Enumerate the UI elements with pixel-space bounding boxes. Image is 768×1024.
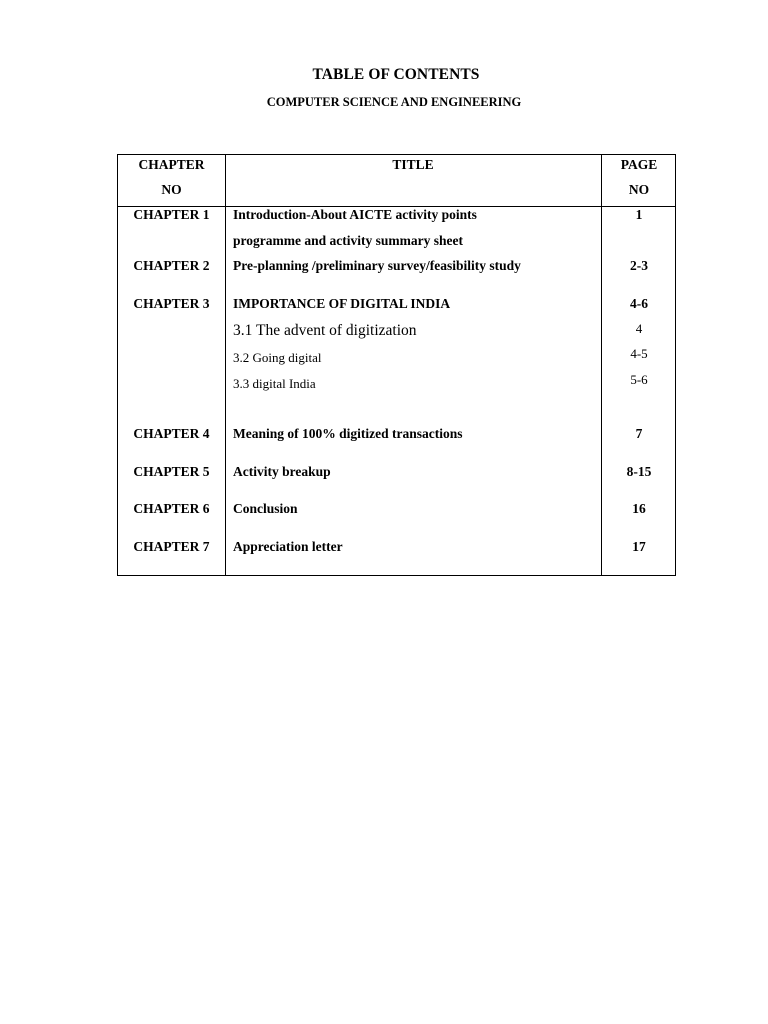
chapter-5-title: Activity breakup (233, 464, 331, 479)
header-page-line1: PAGE (620, 157, 658, 172)
section-3-1-page: 4 (635, 321, 643, 336)
document-title: TABLE OF CONTENTS (312, 66, 480, 83)
column-divider-1 (225, 155, 226, 575)
chapter-1-number: CHAPTER 1 (133, 207, 210, 222)
chapter-7-title: Appreciation letter (233, 539, 343, 554)
chapter-3-title: IMPORTANCE OF DIGITAL INDIA (233, 296, 451, 311)
section-3-2-title: 3.2 Going digital (233, 350, 322, 365)
chapter-7-number: CHAPTER 7 (133, 539, 210, 554)
chapter-6-number: CHAPTER 6 (133, 501, 210, 516)
header-chapter-line1: CHAPTER (138, 157, 205, 172)
chapter-5-page: 8-15 (626, 464, 652, 479)
chapter-2-number: CHAPTER 2 (133, 258, 210, 273)
chapter-1-title-line2: programme and activity summary sheet (233, 233, 463, 248)
chapter-6-page: 16 (632, 501, 646, 516)
header-title: TITLE (392, 157, 434, 172)
section-3-1-title: 3.1 The advent of digitization (233, 322, 417, 339)
section-3-3-title: 3.3 digital India (233, 376, 316, 391)
toc-table (117, 154, 676, 576)
chapter-4-page: 7 (635, 426, 643, 441)
chapter-4-title: Meaning of 100% digitized transactions (233, 426, 463, 441)
chapter-3-number: CHAPTER 3 (133, 296, 210, 311)
document-subtitle: COMPUTER SCIENCE AND ENGINEERING (266, 95, 522, 109)
header-chapter-line2: NO (161, 182, 182, 197)
chapter-1-page: 1 (635, 207, 643, 222)
section-3-2-page: 4-5 (630, 346, 648, 361)
chapter-5-number: CHAPTER 5 (133, 464, 210, 479)
chapter-2-title: Pre-planning /preliminary survey/feasibility study (233, 258, 521, 273)
chapter-3-page: 4-6 (630, 296, 648, 311)
chapter-1-title-line1: Introduction-About AICTE activity points (233, 207, 477, 222)
section-3-3-page: 5-6 (630, 372, 648, 387)
chapter-6-title: Conclusion (233, 501, 298, 516)
chapter-2-page: 2-3 (630, 258, 648, 273)
header-page-line2: NO (628, 182, 650, 197)
chapter-7-page: 17 (632, 539, 646, 554)
chapter-4-number: CHAPTER 4 (133, 426, 210, 441)
